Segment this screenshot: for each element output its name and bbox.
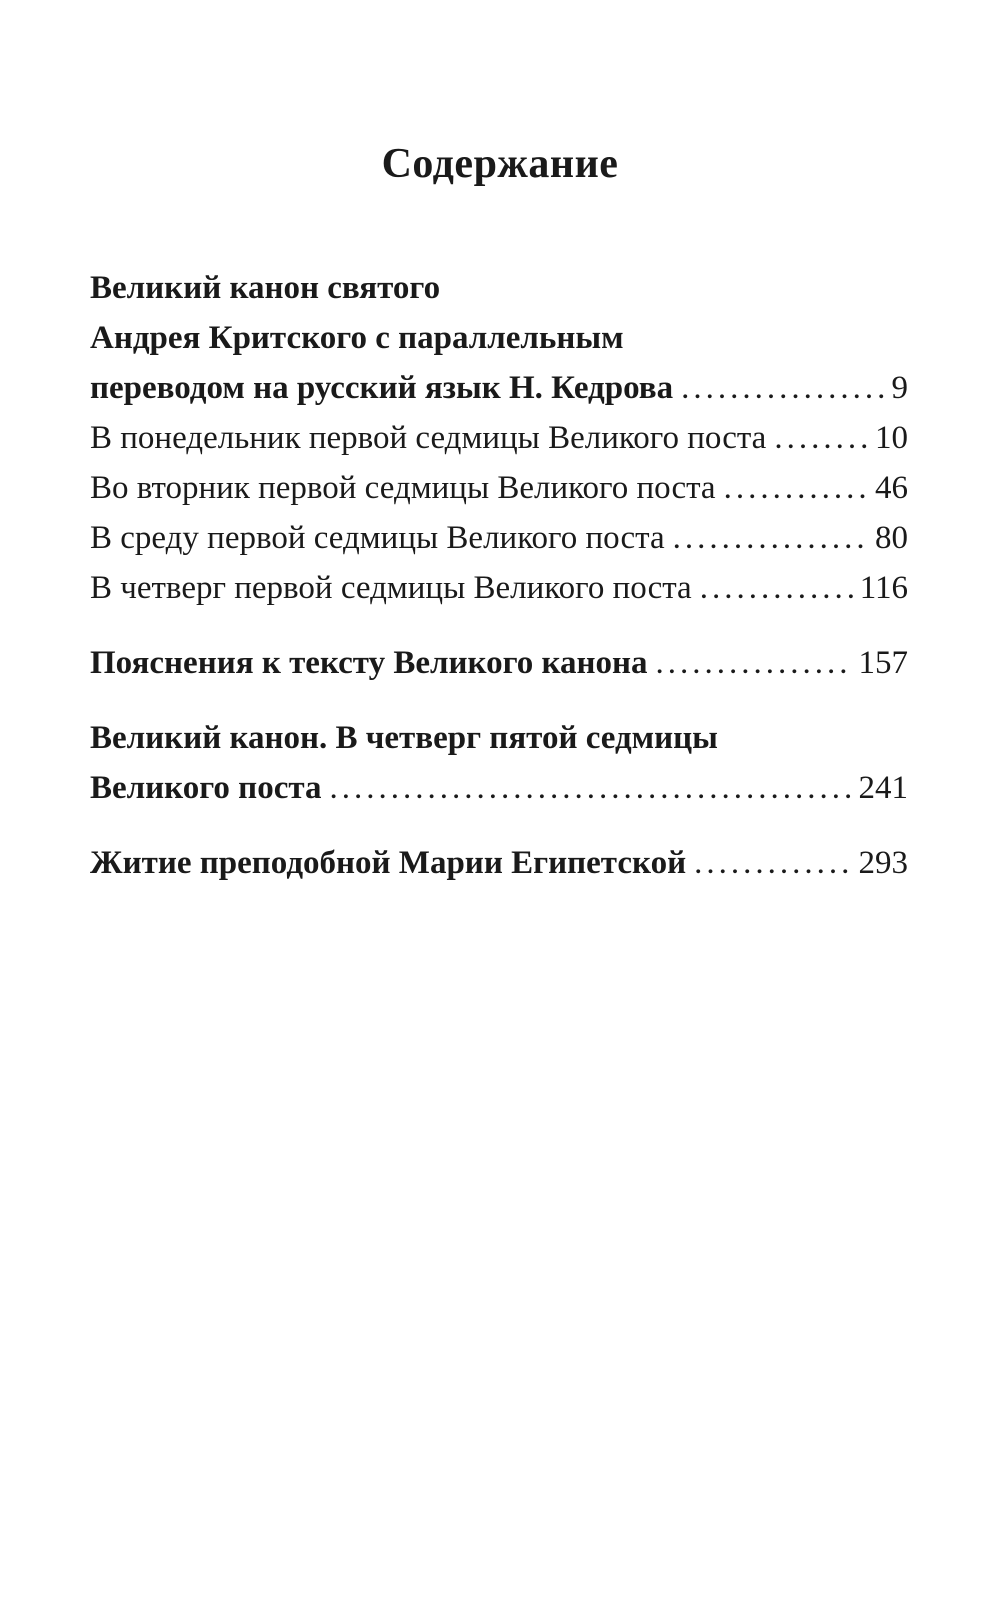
page-number: 9 — [891, 370, 908, 406]
toc-subitem[interactable] — [90, 466, 908, 510]
toc-subitem[interactable] — [90, 516, 908, 560]
toc-subitem-text: В понедельник первой седмицы Великого поста — [90, 420, 767, 456]
dot-leader — [700, 566, 854, 610]
dot-leader — [329, 766, 852, 810]
toc-subitem-text: В среду первой седмицы Великого поста — [90, 520, 665, 556]
dot-leader — [774, 416, 869, 460]
toc-entry-section3[interactable] — [90, 766, 908, 810]
page-number: 80 — [875, 520, 908, 556]
toc-entry-section4[interactable] — [90, 841, 908, 885]
toc-subitem-text: Во вторник первой седмицы Великого поста — [90, 470, 716, 506]
page-number: 116 — [859, 570, 908, 606]
toc-entry-section1[interactable] — [90, 366, 908, 410]
page-title: Содержание — [381, 141, 619, 187]
dot-leader — [724, 466, 869, 510]
toc-section4-text: Житие преподобной Марии Египетской — [90, 845, 687, 881]
page-number: 10 — [875, 420, 908, 456]
page-number: 241 — [858, 770, 908, 806]
page-number: 157 — [858, 645, 908, 681]
toc-section3-line1: Великий канон. В четверг пятой седмицы — [90, 720, 718, 756]
dot-leader — [673, 516, 869, 560]
toc-subitem-text: В четверг первой седмицы Великого поста — [90, 570, 692, 606]
toc-section3-line2: Великого поста — [90, 770, 322, 806]
page-number: 293 — [858, 845, 908, 881]
page-number: 46 — [875, 470, 908, 506]
dot-leader — [681, 366, 885, 410]
toc-subitem[interactable] — [90, 566, 908, 610]
dot-leader — [656, 641, 853, 685]
toc-section1-line1: Великий канон святого — [90, 270, 441, 306]
dot-leader — [694, 841, 852, 885]
toc-section1-line3: переводом на русский язык Н. Кедрова — [90, 370, 674, 406]
toc-section2-text: Пояснения к тексту Великого канона — [90, 645, 648, 681]
toc-entry-section2[interactable] — [90, 641, 908, 685]
toc-section1-line2: Андрея Критского с параллельным — [90, 320, 624, 356]
toc-subitem[interactable] — [90, 416, 908, 460]
